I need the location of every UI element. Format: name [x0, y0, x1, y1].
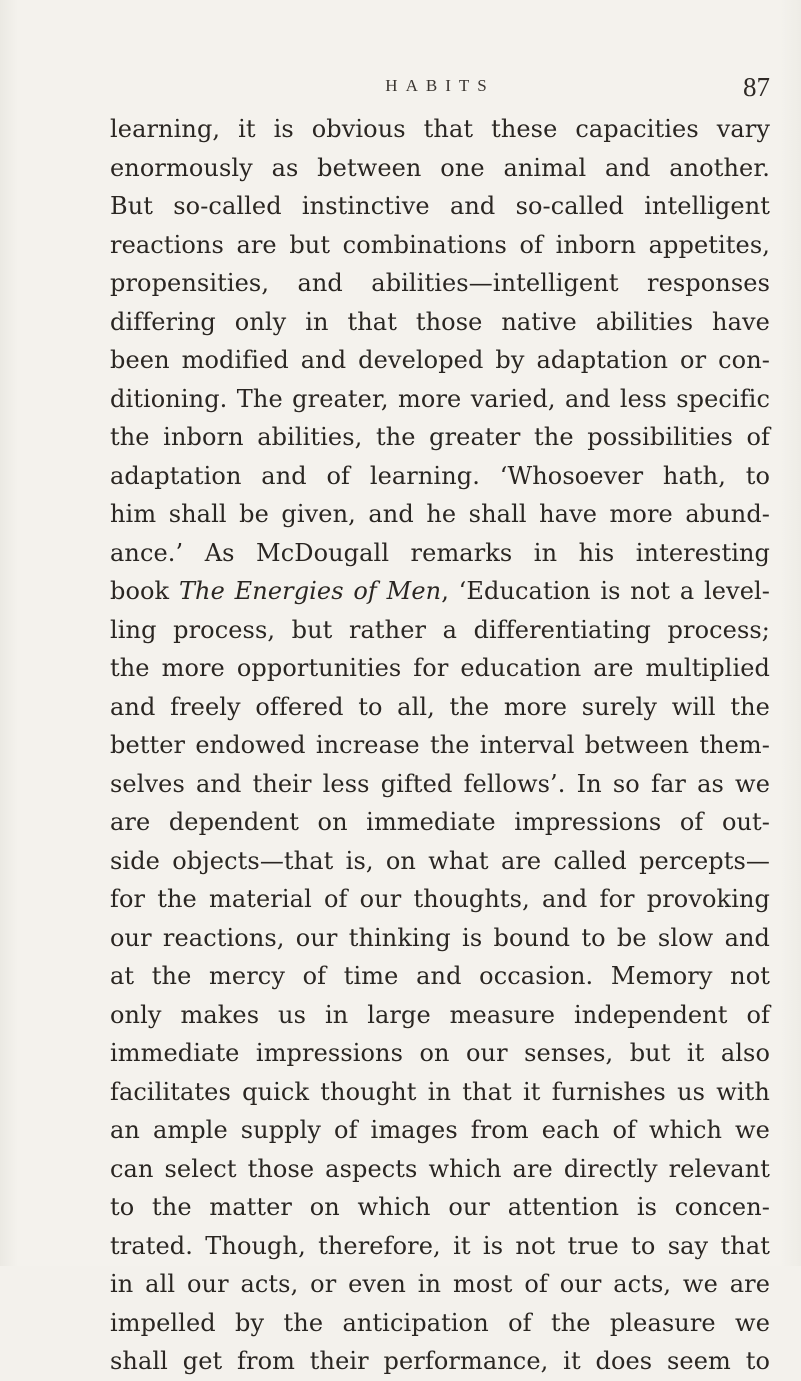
text-line: him shall be given, and he shall have more abund- — [110, 500, 770, 528]
text-line: selves and their less gifted fellows’. In so far as we — [110, 769, 770, 798]
text-line: are dependent on immediate impressions of out- — [110, 808, 770, 836]
text-line: our reactions, our thinking is bound to be slow and — [110, 923, 770, 952]
text-line: facilitates quick thought in that it furnishes us with — [110, 1077, 770, 1106]
text-line: adaptation and of learning. ‘Whosoever hath, to — [110, 461, 770, 490]
text-segment: , ‘Education is not a level- — [441, 577, 771, 605]
text-line: ditioning. The greater, more varied, and less specific — [110, 384, 770, 413]
text-line: differing only in that those native abilities have — [110, 307, 770, 336]
text-line: ling process, but rather a differentiating process; — [110, 615, 770, 644]
text-line: reactions are but combinations of inborn appetites, — [110, 230, 770, 259]
text-line: learning, it is obvious that these capacities vary — [110, 115, 770, 143]
running-head — [110, 72, 770, 102]
text-segment: book — [110, 577, 179, 605]
text-line: for the material of our thoughts, and for provoking — [110, 885, 770, 913]
text-line: enormously as between one animal and another. — [110, 153, 770, 182]
text-line: can select those aspects which are directly relevant — [110, 1154, 770, 1183]
running-title: HABITS — [385, 76, 495, 95]
text-line: the inborn abilities, the greater the possibilities of — [110, 423, 770, 451]
text-line: impelled by the anticipation of the pleasure we — [110, 1308, 770, 1337]
text-line: the more opportunities for education are multiplied — [110, 654, 770, 682]
text-line: propensities, and abilities—intelligent responses — [110, 269, 770, 297]
text-line: side objects—that is, on what are called percepts— — [110, 846, 770, 875]
text-line: But so-called instinctive and so-called intelligent — [110, 192, 770, 220]
text-line: to the matter on which our attention is concen- — [110, 1193, 770, 1221]
text-line: trated. Though, therefore, it is not true to say that — [110, 1231, 770, 1260]
text-line: shall get from their performance, it does seem to — [110, 1347, 770, 1375]
text-line: and freely offered to all, the more surely will the — [110, 692, 770, 721]
body-text — [110, 110, 770, 1381]
text-line: immediate impressions on our senses, but it also — [110, 1039, 770, 1067]
text-line: only makes us in large measure independent of — [110, 1000, 770, 1029]
text-line-with-book-title — [110, 572, 770, 611]
text-line: better endowed increase the interval between them- — [110, 731, 770, 759]
text-line: ance.’ As McDougall remarks in his interesting — [110, 538, 770, 567]
text-line: in all our acts, or even in most of our acts, we are — [110, 1270, 770, 1298]
text-line: an ample supply of images from each of which we — [110, 1116, 770, 1144]
text-line: been modified and developed by adaptation or con- — [110, 346, 770, 374]
book-title: The Energies of Men — [178, 577, 442, 605]
page-number: 87 — [743, 72, 770, 102]
text-line: at the mercy of time and occasion. Memory not — [110, 962, 770, 990]
